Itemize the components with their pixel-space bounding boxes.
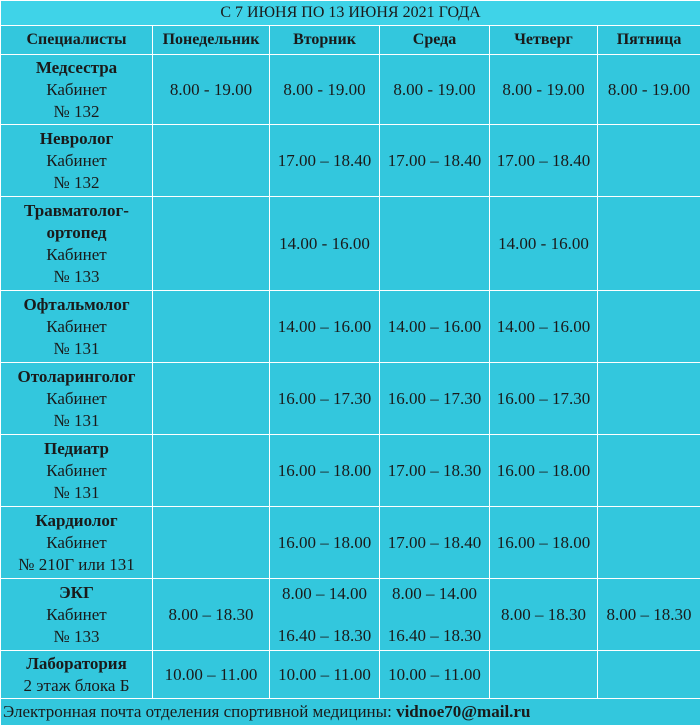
time-cell-tuesday xyxy=(270,579,380,651)
room-label: Кабинет xyxy=(1,460,152,482)
time-cell-friday xyxy=(598,125,700,197)
table-row xyxy=(1,651,700,699)
specialist-cell xyxy=(1,125,153,197)
header-monday: Понедельник xyxy=(153,26,270,55)
time-cell-thursday: 8.00 - 19.00 xyxy=(490,55,598,125)
room-label: Кабинет xyxy=(1,532,152,554)
time-cell-tuesday: 14.00 – 16.00 xyxy=(270,291,380,363)
room-label: Кабинет xyxy=(1,388,152,410)
specialist-cell xyxy=(1,197,153,291)
time-cell-friday xyxy=(598,435,700,507)
time-cell-monday: 8.00 – 18.30 xyxy=(153,579,270,651)
room-label: Кабинет xyxy=(1,79,152,101)
time-cell-monday xyxy=(153,125,270,197)
time-cell-wednesday: 17.00 – 18.40 xyxy=(380,125,490,197)
time-slot-evening: 16.40 – 18.30 xyxy=(380,625,489,647)
room-number: № 131 xyxy=(1,482,152,504)
time-cell-thursday: 14.00 - 16.00 xyxy=(490,197,598,291)
time-slot-morning: 8.00 – 14.00 xyxy=(270,583,379,605)
time-cell-tuesday: 14.00 - 16.00 xyxy=(270,197,380,291)
time-cell-wednesday xyxy=(380,579,490,651)
specialist-name-line2: ортопед xyxy=(1,222,152,244)
room-label: Кабинет xyxy=(1,150,152,172)
time-cell-friday: 8.00 – 18.30 xyxy=(598,579,700,651)
table-row xyxy=(1,55,700,125)
table-row xyxy=(1,435,700,507)
time-cell-wednesday: 17.00 – 18.30 xyxy=(380,435,490,507)
table-row xyxy=(1,291,700,363)
time-cell-thursday: 16.00 – 17.30 xyxy=(490,363,598,435)
table-row xyxy=(1,363,700,435)
room-label: Кабинет xyxy=(1,604,152,626)
time-cell-wednesday: 14.00 – 16.00 xyxy=(380,291,490,363)
time-cell-thursday: 14.00 – 16.00 xyxy=(490,291,598,363)
table-row xyxy=(1,197,700,291)
room-label: Кабинет xyxy=(1,316,152,338)
time-cell-monday xyxy=(153,363,270,435)
time-cell-wednesday: 8.00 - 19.00 xyxy=(380,55,490,125)
specialist-name: Медсестра xyxy=(1,57,152,79)
room-number: № 210Г или 131 xyxy=(1,554,152,576)
schedule-title: С 7 ИЮНЯ ПО 13 ИЮНЯ 2021 ГОДА xyxy=(1,1,700,26)
specialist-cell xyxy=(1,579,153,651)
footer-contact xyxy=(1,699,700,726)
time-cell-tuesday: 16.00 – 18.00 xyxy=(270,507,380,579)
room-number: № 131 xyxy=(1,338,152,360)
header-wednesday: Среда xyxy=(380,26,490,55)
time-cell-wednesday: 16.00 – 17.30 xyxy=(380,363,490,435)
room-number: № 132 xyxy=(1,172,152,194)
specialist-name: Офтальмолог xyxy=(1,294,152,316)
time-cell-thursday: 17.00 – 18.40 xyxy=(490,125,598,197)
specialist-name: Невролог xyxy=(1,128,152,150)
time-cell-monday xyxy=(153,197,270,291)
time-cell-friday xyxy=(598,507,700,579)
time-cell-friday xyxy=(598,291,700,363)
specialist-name: Педиатр xyxy=(1,438,152,460)
time-cell-thursday xyxy=(490,651,598,699)
footer-text: Электронная почта отделения спортивной медицины: xyxy=(3,702,396,721)
time-cell-tuesday: 16.00 – 17.30 xyxy=(270,363,380,435)
specialist-cell xyxy=(1,507,153,579)
time-cell-friday: 8.00 - 19.00 xyxy=(598,55,700,125)
time-cell-monday xyxy=(153,507,270,579)
time-cell-monday: 8.00 - 19.00 xyxy=(153,55,270,125)
room-number: № 132 xyxy=(1,101,152,123)
room-number: № 131 xyxy=(1,410,152,432)
room-label: Кабинет xyxy=(1,244,152,266)
room-location: 2 этаж блока Б xyxy=(1,675,152,697)
time-cell-thursday: 16.00 – 18.00 xyxy=(490,507,598,579)
time-slot-evening: 16.40 – 18.30 xyxy=(270,625,379,647)
time-cell-tuesday: 8.00 - 19.00 xyxy=(270,55,380,125)
time-cell-tuesday: 10.00 – 11.00 xyxy=(270,651,380,699)
specialist-name: Лаборатория xyxy=(1,653,152,675)
time-cell-friday xyxy=(598,197,700,291)
time-cell-tuesday: 16.00 – 18.00 xyxy=(270,435,380,507)
time-cell-thursday: 8.00 – 18.30 xyxy=(490,579,598,651)
header-specialists: Специалисты xyxy=(1,26,153,55)
time-cell-monday: 10.00 – 11.00 xyxy=(153,651,270,699)
specialist-name: Кардиолог xyxy=(1,510,152,532)
time-cell-monday xyxy=(153,435,270,507)
room-number: № 133 xyxy=(1,626,152,648)
time-cell-friday xyxy=(598,363,700,435)
time-cell-monday xyxy=(153,291,270,363)
specialist-name: Отоларинголог xyxy=(1,366,152,388)
time-slot-morning: 8.00 – 14.00 xyxy=(380,583,489,605)
header-tuesday: Вторник xyxy=(270,26,380,55)
table-row xyxy=(1,125,700,197)
time-cell-thursday: 16.00 – 18.00 xyxy=(490,435,598,507)
specialist-name: ЭКГ xyxy=(1,582,152,604)
header-thursday: Четверг xyxy=(490,26,598,55)
time-cell-friday xyxy=(598,651,700,699)
time-cell-wednesday xyxy=(380,197,490,291)
room-number: № 133 xyxy=(1,266,152,288)
time-cell-wednesday: 17.00 – 18.40 xyxy=(380,507,490,579)
specialist-cell xyxy=(1,651,153,699)
email-link[interactable]: vidnoe70@mail.ru xyxy=(396,702,530,721)
specialist-cell xyxy=(1,435,153,507)
time-cell-tuesday: 17.00 – 18.40 xyxy=(270,125,380,197)
table-row xyxy=(1,507,700,579)
specialist-name: Травматолог- xyxy=(1,200,152,222)
specialist-cell xyxy=(1,291,153,363)
specialist-cell xyxy=(1,55,153,125)
specialist-cell xyxy=(1,363,153,435)
time-cell-wednesday: 10.00 – 11.00 xyxy=(380,651,490,699)
header-friday: Пятница xyxy=(598,26,700,55)
table-row xyxy=(1,579,700,651)
